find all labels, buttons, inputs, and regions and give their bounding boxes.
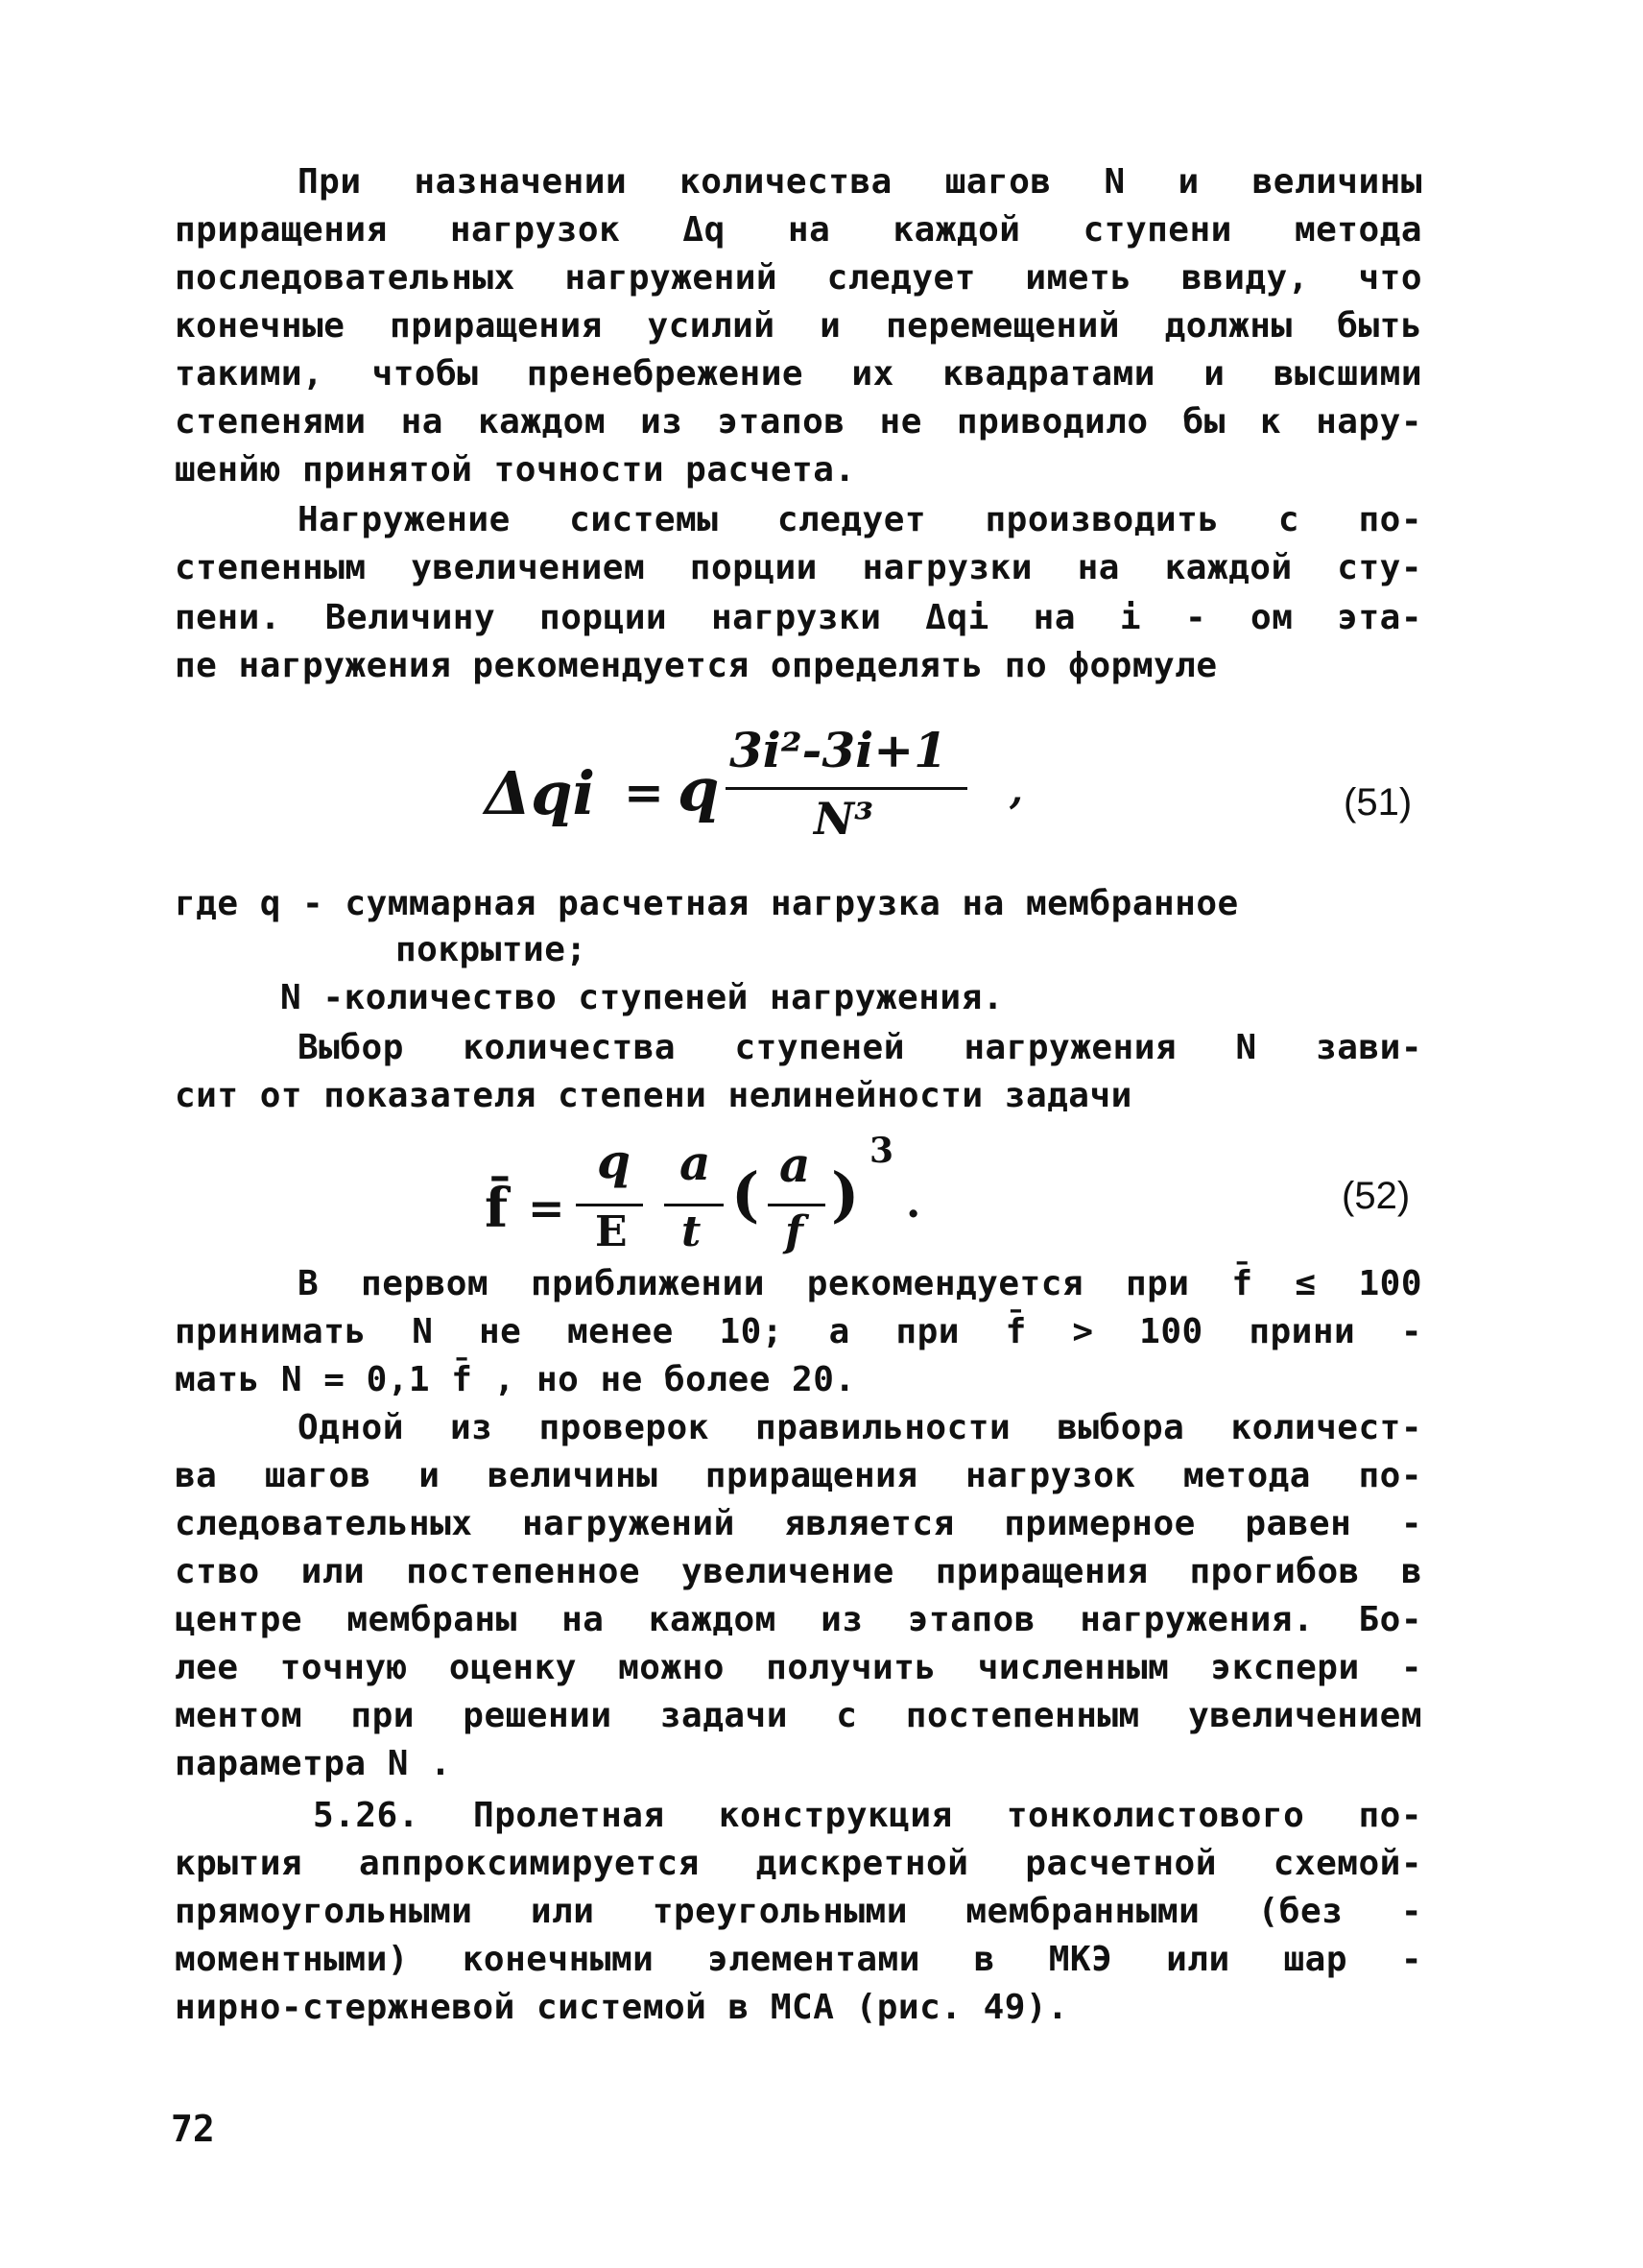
paragraph-1-line-6: степенями на каждом из этапов не приводило бы к нару- bbox=[175, 402, 1422, 442]
formula-52-power: 3 bbox=[869, 1131, 894, 1171]
paragraph-5-line-1: Одной из проверок правильности выбора количест- bbox=[298, 1408, 1422, 1447]
paragraph-5-line-5: центре мембраны на каждом из этапов нагружения. Бо- bbox=[175, 1600, 1422, 1639]
paragraph-1-line-1: При назначении количества шагов N и величины bbox=[298, 162, 1422, 202]
formula-52-close-paren: ) bbox=[831, 1159, 860, 1229]
paragraph-5-line-4: ство или постепенное увеличение приращения прогибов в bbox=[175, 1552, 1422, 1591]
where-line-1: где q - суммарная расчетная нагрузка на мембранное bbox=[175, 884, 1239, 923]
formula-52-frac3-den: f bbox=[785, 1207, 803, 1256]
paragraph-3-line-1: Выбор количества ступеней нагружения N зави- bbox=[298, 1028, 1422, 1067]
formula-52-frac3-num: a bbox=[779, 1136, 811, 1193]
paragraph-2-line-3: пени. Величину порции нагрузки Δqi на i - ом эта- bbox=[175, 598, 1422, 637]
paragraph-3-line-2: сит от показателя степени нелинейности задачи bbox=[175, 1076, 1132, 1115]
paragraph-1-line-3: последовательных нагружений следует иметь ввиду, что bbox=[175, 258, 1422, 298]
paragraph-4-line-2: принимать N не менее 10; а при f̄ > 100 прини - bbox=[175, 1312, 1422, 1351]
formula-52-lhs: f̄ bbox=[485, 1177, 509, 1240]
paragraph-5-line-7: ментом при решении задачи с постепенным увеличением bbox=[175, 1696, 1422, 1735]
where-line-3: N -количество ступеней нагружения. bbox=[280, 978, 1004, 1017]
formula-52-frac2-den: t bbox=[681, 1207, 702, 1256]
formula-51-comma: , bbox=[1010, 768, 1023, 813]
paragraph-1-line-2: приращения нагрузок Δq на каждой ступени метода bbox=[175, 210, 1422, 250]
paragraph-2-line-4: пе нагружения рекомендуется определять по формуле bbox=[175, 646, 1218, 685]
paragraph-6-line-3: прямоугольными или треугольными мембранными (без - bbox=[175, 1892, 1422, 1931]
paragraph-1-line-5: такими, чтобы пренебрежение их квадратами и высшими bbox=[175, 354, 1422, 394]
formula-52-frac2-bar bbox=[664, 1204, 724, 1206]
paragraph-6-line-1: 5.26. Пролетная конструкция тонколистового по- bbox=[313, 1796, 1422, 1835]
formula-52-open-paren: ( bbox=[731, 1159, 760, 1229]
paragraph-4-line-1: В первом приближении рекомендуется при f̄ ≤ 100 bbox=[298, 1264, 1422, 1303]
formula-52-frac1-num: q bbox=[597, 1133, 631, 1189]
paragraph-5-line-2: ва шагов и величины приращения нагрузок метода по- bbox=[175, 1456, 1422, 1495]
paragraph-6-line-5: нирно-стержневой системой в МСА (рис. 49). bbox=[175, 1988, 1069, 2027]
page-number: 72 bbox=[171, 2108, 215, 2150]
formula-52-frac2-num: a bbox=[679, 1134, 711, 1191]
paragraph-4-line-3: мать N = 0,1 f̄ , но не более 20. bbox=[175, 1360, 856, 1399]
formula-52-frac1-den: E bbox=[595, 1207, 628, 1256]
paragraph-6-line-4: моментными) конечными элементами в МКЭ или шар - bbox=[175, 1940, 1422, 1979]
formula-52-frac3-bar bbox=[768, 1204, 825, 1206]
formula-51-lhs: Δqi bbox=[485, 758, 596, 828]
formula-51-equals: = bbox=[624, 764, 664, 821]
formula-52-equals: = bbox=[528, 1182, 565, 1234]
formula-52-frac1-bar bbox=[576, 1204, 643, 1206]
where-line-2: покрытие; bbox=[395, 930, 587, 969]
paragraph-2-line-2: степенным увеличением порции нагрузки на каждой сту- bbox=[175, 548, 1422, 587]
formula-51-denominator: N³ bbox=[814, 793, 874, 845]
paragraph-1-line-4: конечные приращения усилий и перемещений должны быть bbox=[175, 306, 1422, 346]
paragraph-5-line-3: следовательных нагружений является примерное равен - bbox=[175, 1504, 1422, 1543]
paragraph-5-line-8: параметра N . bbox=[175, 1744, 452, 1783]
formula-51-fraction-bar bbox=[726, 787, 967, 790]
paragraph-5-line-6: лее точную оценку можно получить численным экспери - bbox=[175, 1648, 1422, 1687]
paragraph-1-line-7: шенйю принятой точности расчета. bbox=[175, 450, 856, 489]
formula-51-q: q bbox=[678, 754, 720, 824]
formula-51-numerator: 3i²-3i+1 bbox=[729, 722, 947, 778]
paragraph-6-line-2: крытия аппроксимируется дискретной расчетной схемой- bbox=[175, 1844, 1422, 1883]
formula-52-period: . bbox=[906, 1179, 921, 1228]
formula-52-number: (52) bbox=[1342, 1175, 1411, 1217]
paragraph-2-line-1: Нагружение системы следует производить с по- bbox=[298, 500, 1422, 539]
formula-51-number: (51) bbox=[1344, 781, 1413, 824]
